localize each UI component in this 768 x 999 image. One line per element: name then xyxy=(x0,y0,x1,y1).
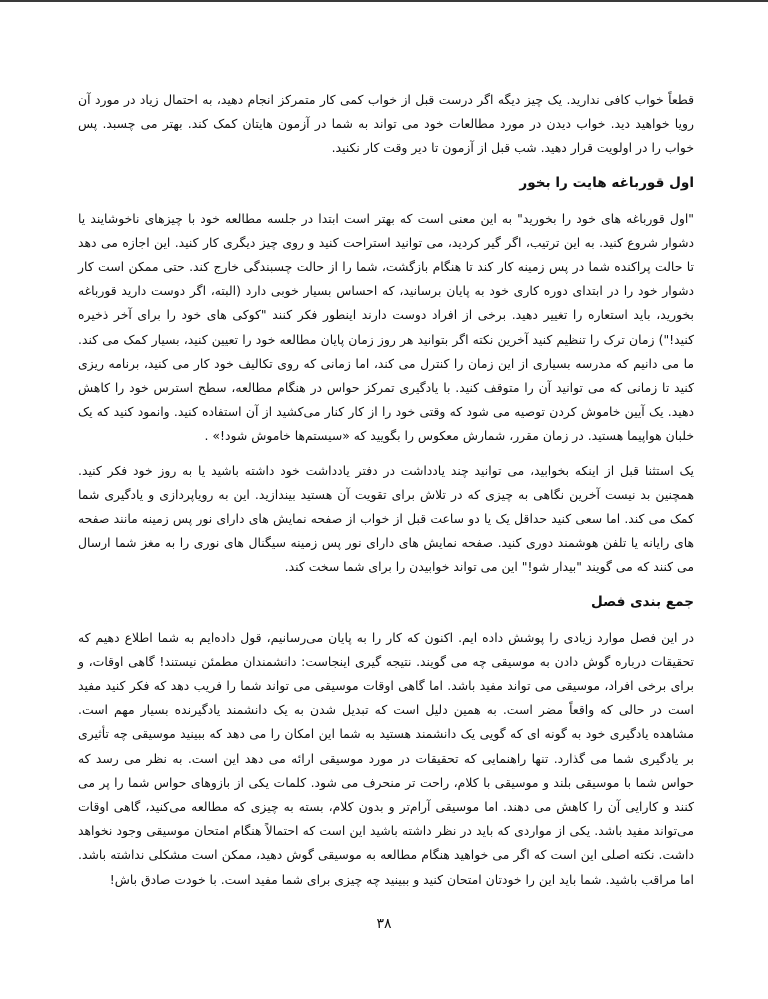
paragraph-eat-frogs: "اول قورباغه های خود را بخورید" به این معنی است که بهتر است ابتدا در جلسه مطالعه خود با چیزهای ناخوشایند یا دشوار شروع کنید. به این ترتیب، اگر گیر کردید، می توانید استراحت کنید و روی چیز دیگری کار کنید. این اجازه می دهد تا حالت پراکنده شما در پس زمینه کار کند تا هنگام بازگشت، شما را از حالت چسبندگی خارج کند. حتی ممکن است کار دشوار خود را در ابتدای دوره کاری خود به پایان برسانید، که احساس بسیار خوبی دارد (البته، اگر دوست دارید قورباغه بخورید، باید استعاره را تغییر دهید. برخی از افراد دوست دارند اینطور فکر کنند "کوکی های خود را برای آخر ذخیره کنید!") زمان ترک را تنظیم کنید آخرین نکته اگر بتوانید هر روز زمان پایان مطالعه خود را تعیین کنید، بسیار کمک می کند. ما می دانیم که مدرسه بسیاری از این زمان را کنترل می کند، اما زمانی که روی تکالیف خود کار می کنید، برنامه ریزی کنید تا زمانی که می توانید آن را متوقف کنید. با یادگیری تمرکز حواس در هنگام مطالعه، سطح استرس خود را کاهش دهید. یک آیین خاموش کردن توصیه می شود که وقتی خود را از کار کنار می‌کشید از آن استفاده کنید. وانمود کنید که یک خلبان هواپیما هستید. در زمان مقرر، شمارش معکوس را بگویید که «سیستم‌ها خاموش شود!» . xyxy=(78,210,694,444)
section-heading-eat-frogs: اول قورباغه هایت را بخور xyxy=(519,174,694,191)
paragraph-sleep-conclusion: قطعاً خواب کافی ندارید. یک چیز دیگه اگر درست قبل از خواب کمی کار متمرکز انجام دهید، به احتمال زیاد در مورد آن رویا خواهید دید. خواب دیدن در مورد مطالعات خود می تواند به شما در آزمون هایتان کمک کند. بهتر می چسبد. پس خواب را در اولویت قرار دهید. شب قبل از آزمون تا دیر وقت کار نکنید. xyxy=(78,92,694,156)
paragraph-exception-before-sleep: یک استثنا قبل از اینکه بخوابید، می توانید چند یادداشت در دفتر یادداشت خود داشته باشید یا به روز خود فکر کنید. همچنین بد نیست آخرین نگاهی به چیزی که در تلاش برای تقویت آن هستید بیندازید. این به رویاپردازی و یادگیری شما کمک می کند. اما سعی کنید حداقل یک یا دو ساعت قبل از خواب از صفحه نمایش های دارای نور پس زمینه مانند صفحه های رایانه یا تلفن هوشمند دوری کنید. صفحه نمایش های دارای نور پس زمینه سیگنال های نوری را به مغز شما ارسال می کنند که می گویند "بیدار شو!" این می تواند خوابیدن را برای شما سخت کند. xyxy=(78,462,694,575)
paragraph-chapter-summary: در این فصل موارد زیادی را پوشش داده ایم. اکنون که کار را به پایان می‌رسانیم، قول داده‌ایم به شما اطلاع دهیم که تحقیقات درباره گوش دادن به موسیقی چه می گویند. نتیجه گیری اینجاست: دانشمندان مطمئن نیستند! گاهی اوقات، و برای برخی افراد، موسیقی می تواند مفید باشد. اما گاهی اوقات موسیقی می تواند شما را فریب دهد که فکر کنید مفید است در حالی که واقعاً مضر است. به همین دلیل است که تبدیل شدن به یک دانشمند یادگیرنده بسیار مهم است. مشاهده یادگیری خود به گونه ای که گویی یک دانشمند هستید به شما این امکان را می دهد که ببینید موسیقی چه تأثیری بر یادگیری شما می گذارد. تنها راهنمایی که تحقیقات در مورد موسیقی ارائه می دهد این است. به نظر می رسد که حواس شما با موسیقی بلند و موسیقی با کلام، راحت تر منحرف می شود. کلمات یکی از بازوهای حواس شما را پر می کنند و کارایی آن را کاهش می دهند. اما موسیقی آرام‌تر و بدون کلام، بسته به چیزی که مطالعه می‌کنید، گاهی اوقات می‌تواند مفید باشد. یکی از مواردی که باید در نظر داشته باشید این است که احتمالاً هنگام امتحان موسیقی وجود نخواهد داشت. نکته اصلی این است که اگر می خواهید هنگام مطالعه به موسیقی گوش دهید، ممکن است مشکلی نداشته باشد. اما مراقب باشید. شما باید این را خودتان امتحان کنید و ببینید چه چیزی برای شما مفید است. با خودت صادق باش! xyxy=(78,629,694,887)
page-number: ۳۸ xyxy=(376,916,392,932)
top-border-line xyxy=(0,0,768,2)
section-heading-chapter-summary: جمع بندی فصل xyxy=(590,593,694,610)
document-page xyxy=(78,88,694,902)
